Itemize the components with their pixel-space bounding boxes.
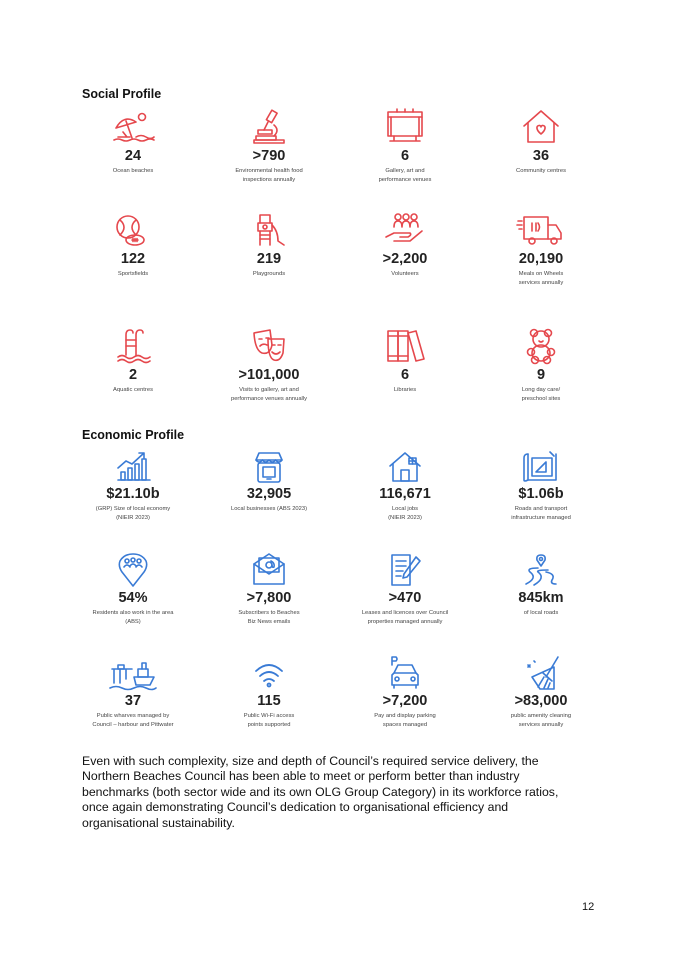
stat-description: Playgrounds bbox=[252, 271, 286, 277]
stat-value: $21.10b bbox=[106, 486, 160, 502]
microscope-icon bbox=[244, 108, 294, 146]
stat-value: 37 bbox=[124, 693, 142, 709]
stat-public-wifi bbox=[201, 655, 337, 759]
wifi-icon bbox=[244, 655, 294, 691]
house-icon bbox=[380, 450, 430, 484]
stat-value: 6 bbox=[400, 148, 410, 164]
stat-description: Long day care/ preschool sites bbox=[521, 387, 561, 402]
stat-description: Leases and licences over Council properties managed annually bbox=[361, 610, 449, 625]
broom-cleaning-icon bbox=[516, 655, 566, 691]
stat-local-jobs bbox=[337, 450, 473, 552]
stat-value: >83,000 bbox=[514, 693, 568, 709]
stat-description: Roads and transport infrastructure managed bbox=[511, 506, 571, 521]
stat-value: >790 bbox=[252, 148, 286, 164]
stat-value: 20,190 bbox=[518, 251, 564, 267]
parking-car-icon bbox=[380, 655, 430, 691]
theatre-masks-icon bbox=[244, 327, 294, 365]
storefront-icon bbox=[244, 450, 294, 484]
stat-description: Residents also work in the area (ABS) bbox=[92, 610, 174, 625]
stat-value: >470 bbox=[388, 590, 422, 606]
social-row-3 bbox=[65, 327, 609, 435]
stat-description: Meals on Wheels services annually bbox=[518, 271, 564, 286]
blueprint-ruler-icon bbox=[516, 450, 566, 484]
sports-balls-icon bbox=[108, 211, 158, 249]
document-pen-icon bbox=[380, 552, 430, 588]
stat-value: 36 bbox=[532, 148, 550, 164]
stat-value: 54% bbox=[118, 590, 148, 606]
stat-value: 116,671 bbox=[379, 486, 431, 502]
stat-value: 219 bbox=[256, 251, 282, 267]
wharf-boat-icon bbox=[108, 655, 158, 691]
summary-paragraph: Even with such complexity, size and depth of Council’s required service delivery, the Northern Beaches Council has been able to meet or perform better than industry benchmarks (both sector wide and its own OLG Group Category) in its workforce ratios, once again demonstrating Council’s dedication to organisational efficiency and organisational sustainability. bbox=[82, 754, 559, 830]
stat-description: Pay and display parking spaces managed bbox=[374, 713, 436, 728]
teddy-bear-icon bbox=[516, 327, 566, 365]
stat-value: 6 bbox=[400, 367, 410, 383]
stat-value: 2 bbox=[128, 367, 138, 383]
volunteers-hand-icon bbox=[380, 211, 430, 249]
stat-ocean-beaches bbox=[65, 108, 201, 211]
stat-description: (GRP) Size of local economy (NIEIR 2023) bbox=[95, 506, 171, 521]
delivery-truck-icon bbox=[516, 211, 566, 249]
stat-value: >101,000 bbox=[238, 367, 300, 383]
economic-stats-grid bbox=[65, 450, 609, 759]
stat-value: 24 bbox=[124, 148, 142, 164]
stat-description: Public Wi-Fi access points supported bbox=[243, 713, 295, 728]
stat-meals-on-wheels bbox=[473, 211, 609, 327]
stat-value: 845km bbox=[518, 590, 564, 606]
stat-grp bbox=[65, 450, 201, 552]
stat-value: >7,200 bbox=[382, 693, 428, 709]
stat-description: Community centres bbox=[516, 168, 566, 174]
page-number: 12 bbox=[582, 901, 595, 913]
stat-value: 115 bbox=[257, 693, 281, 709]
stat-roads-infrastructure bbox=[473, 450, 609, 552]
stat-gallery-venues bbox=[337, 108, 473, 211]
stat-description: Aquatic centres bbox=[113, 387, 153, 393]
community-house-icon bbox=[516, 108, 566, 146]
stat-description: Libraries bbox=[393, 387, 417, 393]
social-stats-grid bbox=[65, 108, 609, 435]
stat-description: Volunteers bbox=[391, 271, 419, 277]
winding-road-icon bbox=[516, 552, 566, 588]
stat-biz-news-subscribers bbox=[201, 552, 337, 655]
stat-description: Environmental health food inspections annually bbox=[235, 168, 303, 183]
economic-row-3 bbox=[65, 655, 609, 759]
playground-slide-icon bbox=[244, 211, 294, 249]
stat-gallery-visits bbox=[201, 327, 337, 435]
stat-description: of local roads bbox=[523, 610, 559, 616]
stat-value: >2,200 bbox=[382, 251, 428, 267]
stat-local-roads bbox=[473, 552, 609, 655]
stat-description: Gallery, art and performance venues bbox=[378, 168, 432, 183]
social-profile-heading: Social Profile bbox=[82, 87, 162, 101]
email-envelope-icon bbox=[244, 552, 294, 588]
stat-description: Sportsfields bbox=[117, 271, 149, 277]
stat-local-businesses bbox=[201, 450, 337, 552]
stat-description: Local jobs (NIEIR 2023) bbox=[388, 506, 422, 521]
stat-description: Public wharves managed by Council – harbour and Pittwater bbox=[92, 713, 174, 728]
stat-playgrounds bbox=[201, 211, 337, 327]
stat-volunteers bbox=[337, 211, 473, 327]
theatre-stage-icon bbox=[380, 108, 430, 146]
stat-description: Visits to gallery, art and performance venues annually bbox=[230, 387, 308, 402]
stat-community-centres bbox=[473, 108, 609, 211]
pool-ladder-icon bbox=[108, 327, 158, 365]
economic-row-1 bbox=[65, 450, 609, 552]
economic-profile-heading: Economic Profile bbox=[82, 428, 185, 442]
people-location-pin-icon bbox=[108, 552, 158, 588]
economic-row-2 bbox=[65, 552, 609, 655]
stat-aquatic-centres bbox=[65, 327, 201, 435]
stat-value: 122 bbox=[120, 251, 146, 267]
social-row-2 bbox=[65, 211, 609, 327]
beach-umbrella-icon bbox=[108, 108, 158, 146]
stat-description: Subscribers to Beaches Biz News emails bbox=[238, 610, 300, 625]
stat-amenity-cleaning bbox=[473, 655, 609, 759]
stat-value: 32,905 bbox=[246, 486, 292, 502]
growth-chart-icon bbox=[108, 450, 158, 484]
stat-description: Ocean beaches bbox=[112, 168, 154, 174]
stat-long-day-care bbox=[473, 327, 609, 435]
stat-value: 9 bbox=[536, 367, 546, 383]
stat-residents-work-local bbox=[65, 552, 201, 655]
stat-value: $1.06b bbox=[518, 486, 564, 502]
stat-libraries bbox=[337, 327, 473, 435]
stat-description: Local businesses (ABS 2023) bbox=[230, 506, 308, 512]
stat-sportsfields bbox=[65, 211, 201, 327]
social-row-1 bbox=[65, 108, 609, 211]
stat-value: >7,800 bbox=[246, 590, 292, 606]
stat-parking-spaces bbox=[337, 655, 473, 759]
books-icon bbox=[380, 327, 430, 365]
stat-description: public amenity cleaning services annually bbox=[510, 713, 572, 728]
stat-food-inspections bbox=[201, 108, 337, 211]
stat-leases-licences bbox=[337, 552, 473, 655]
stat-public-wharves bbox=[65, 655, 201, 759]
